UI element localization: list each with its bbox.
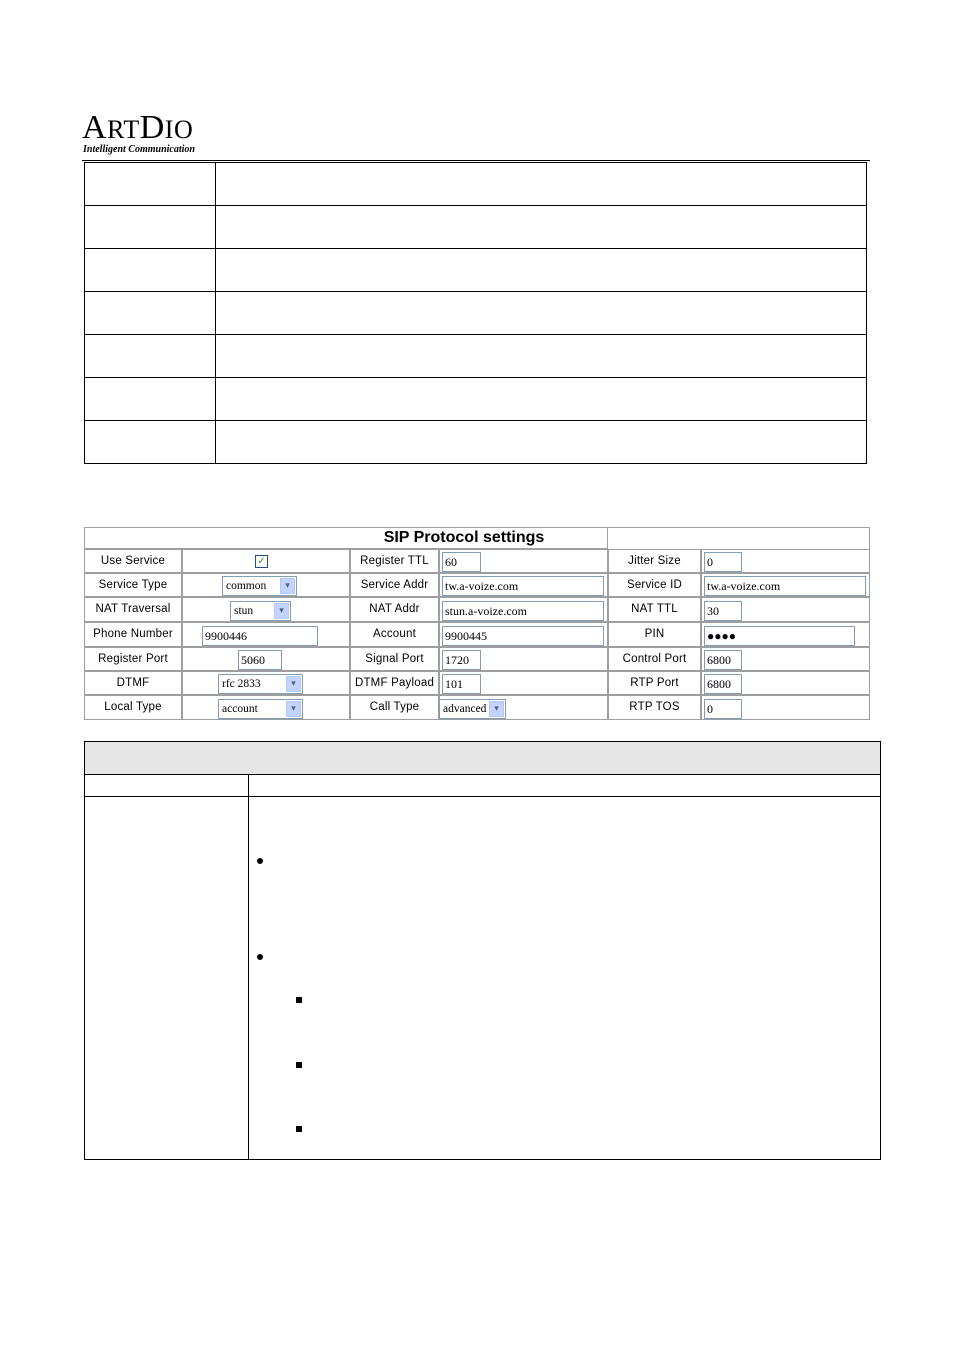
local-type-select[interactable]	[218, 699, 303, 719]
service-addr-input[interactable]: tw.a-voize.com	[442, 576, 604, 596]
rtp-port-input[interactable]: 6800	[704, 674, 742, 694]
description-table	[84, 162, 867, 464]
square-bullet-icon	[296, 1062, 302, 1068]
dtmf-select[interactable]	[218, 674, 303, 694]
bullet-dot-icon	[257, 858, 263, 864]
service-type-select[interactable]	[222, 576, 297, 596]
table-row	[85, 292, 867, 335]
chevron-down-icon[interactable]: ▾	[489, 701, 504, 717]
nat-traversal-label: NAT Traversal	[95, 603, 171, 615]
logo-wordmark: ARTDIO	[82, 109, 194, 146]
phone-number-label: Phone Number	[93, 628, 173, 640]
artdio-logo	[82, 108, 222, 160]
square-bullet-icon	[296, 1126, 302, 1132]
select-value: common	[226, 580, 267, 592]
jitter-size-input[interactable]: 0	[704, 552, 742, 572]
panel-title: SIP Protocol settings	[383, 529, 545, 546]
select-value: advanced	[443, 703, 487, 715]
table-row	[85, 421, 867, 464]
chevron-down-icon[interactable]: ▾	[286, 676, 301, 692]
register-port-input[interactable]: 5060	[238, 650, 282, 670]
rtp-tos-input[interactable]: 0	[704, 699, 742, 719]
control-port-label: Control Port	[622, 653, 687, 665]
service-id-input[interactable]: tw.a-voize.com	[704, 576, 866, 596]
service-type-label: Service Type	[98, 579, 168, 591]
jitter-size-label: Jitter Size	[628, 555, 681, 567]
control-port-input[interactable]: 6800	[704, 650, 742, 670]
panel-title-row	[84, 527, 870, 549]
use-service-label: Use Service	[100, 555, 166, 567]
square-bullet-icon	[296, 997, 302, 1003]
call-type-select[interactable]	[439, 699, 506, 719]
select-value: stun	[234, 605, 254, 617]
pin-input[interactable]: ●●●●	[704, 626, 855, 646]
chevron-down-icon[interactable]: ▾	[280, 578, 295, 594]
column-divider	[248, 774, 249, 1160]
dtmf-payload-label: DTMF Payload	[354, 677, 435, 689]
nat-traversal-select[interactable]	[230, 601, 291, 621]
register-port-label: Register Port	[98, 653, 168, 665]
bullet-dot-icon	[257, 954, 263, 960]
table-row	[85, 335, 867, 378]
table-row	[84, 797, 881, 1160]
dtmf-payload-input[interactable]: 101	[442, 674, 481, 694]
service-id-label: Service ID	[626, 579, 683, 591]
signal-port-input[interactable]: 1720	[442, 650, 481, 670]
signal-port-label: Signal Port	[365, 653, 424, 665]
chevron-down-icon[interactable]: ▾	[274, 603, 289, 619]
table-row	[85, 378, 867, 421]
table-column-header-row	[84, 774, 881, 797]
phone-number-input[interactable]: 9900446	[202, 626, 318, 646]
table-row	[85, 249, 867, 292]
local-type-label: Local Type	[104, 701, 162, 713]
nat-addr-input[interactable]: stun.a-voize.com	[442, 601, 604, 621]
nat-ttl-label: NAT TTL	[631, 603, 678, 615]
dtmf-label: DTMF	[116, 677, 150, 689]
use-service-checkbox[interactable]: ✓	[255, 555, 268, 568]
nat-addr-label: NAT Addr	[369, 603, 420, 615]
call-type-label: Call Type	[369, 701, 420, 713]
table-row	[85, 163, 867, 206]
sip-settings-panel	[84, 527, 870, 720]
pin-label: PIN	[644, 628, 665, 640]
account-label: Account	[373, 628, 416, 640]
header-rule	[82, 160, 870, 161]
rtp-port-label: RTP Port	[630, 677, 679, 689]
rtp-tos-label: RTP TOS	[629, 701, 680, 713]
table-row	[85, 206, 867, 249]
register-ttl-label: Register TTL	[360, 555, 429, 567]
register-ttl-input[interactable]: 60	[442, 552, 481, 572]
select-value: rfc 2833	[222, 678, 261, 690]
chevron-down-icon[interactable]: ▾	[286, 701, 301, 717]
parameter-table	[84, 741, 881, 1161]
account-input[interactable]: 9900445	[442, 626, 604, 646]
table-header	[84, 741, 881, 775]
select-value: account	[222, 703, 258, 715]
logo-tagline: Intelligent Communication	[83, 144, 195, 155]
nat-ttl-input[interactable]: 30	[704, 601, 742, 621]
service-addr-label: Service Addr	[360, 579, 429, 591]
